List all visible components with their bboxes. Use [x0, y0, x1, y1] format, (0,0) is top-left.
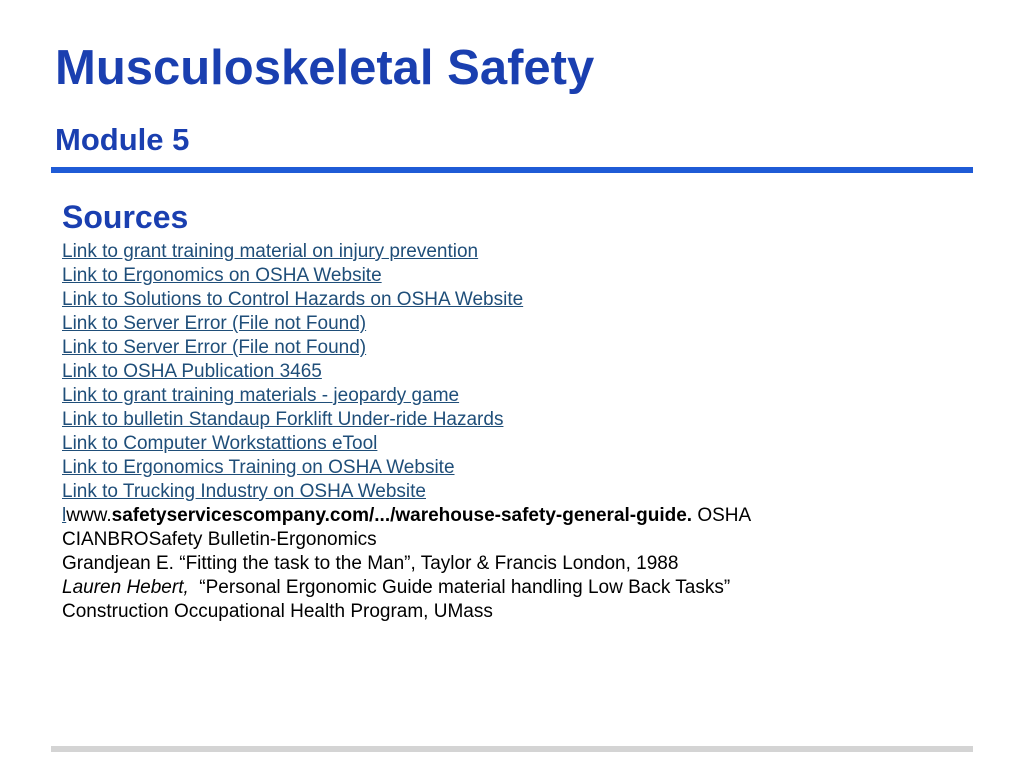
source-link-jeopardy-game[interactable]: Link to grant training materials - jeopardy game [62, 385, 460, 406]
source-row [62, 432, 982, 456]
source-link-forklift-bulletin[interactable]: Link to bulletin Standaup Forklift Under-ride Hazards [62, 409, 504, 430]
source-row [62, 384, 982, 408]
source-row [62, 336, 982, 360]
reference-web-address: safetyservicescompany.com/.../warehouse-safety-general-guide. [111, 505, 693, 526]
slide-title: Musculoskeletal Safety [55, 41, 595, 95]
sources-heading: Sources [62, 199, 189, 235]
slide-subtitle: Module 5 [55, 122, 190, 157]
reference-hebert-title: “Personal Ergonomic Guide material handling Low Back Tasks” [188, 577, 731, 598]
source-row [62, 312, 982, 336]
source-link-server-error-2[interactable]: Link to Server Error (File not Found) [62, 337, 367, 358]
source-row [62, 264, 982, 288]
reference-hebert [62, 576, 982, 600]
source-link-workstations-etool[interactable]: Link to Computer Workstattions eTool [62, 433, 378, 454]
reference-construction: Construction Occupational Health Program, UMass [62, 601, 493, 622]
reference-web-line [62, 504, 982, 528]
reference-cianbro: CIANBROSafety Bulletin-Ergonomics [62, 529, 377, 550]
sources-list [62, 240, 982, 624]
source-row [62, 288, 982, 312]
source-link-ergonomics-training[interactable]: Link to Ergonomics Training on OSHA Website [62, 457, 455, 478]
footer-divider [51, 746, 973, 752]
source-link-osha-ergonomics[interactable]: Link to Ergonomics on OSHA Website [62, 265, 382, 286]
source-row [62, 408, 982, 432]
source-row [62, 360, 982, 384]
source-row [62, 456, 982, 480]
reference-link-stub[interactable]: l [62, 505, 67, 526]
reference-web-prefix: www. [66, 505, 112, 526]
reference-web-suffix: OSHA [692, 505, 752, 526]
source-link-osha-publication-3465[interactable]: Link to OSHA Publication 3465 [62, 361, 322, 382]
header-divider [51, 167, 973, 173]
source-link-server-error-1[interactable]: Link to Server Error (File not Found) [62, 313, 367, 334]
source-link-grant-training[interactable]: Link to grant training material on injury prevention [62, 241, 479, 262]
reference-grandjean: Grandjean E. “Fitting the task to the Man”, Taylor & Francis London, 1988 [62, 553, 679, 574]
reference-hebert-author: Lauren Hebert, [62, 577, 189, 598]
source-link-trucking-industry[interactable]: Link to Trucking Industry on OSHA Website [62, 481, 426, 502]
source-row [62, 240, 982, 264]
source-link-control-hazards[interactable]: Link to Solutions to Control Hazards on OSHA Website [62, 289, 524, 310]
source-row [62, 480, 982, 504]
